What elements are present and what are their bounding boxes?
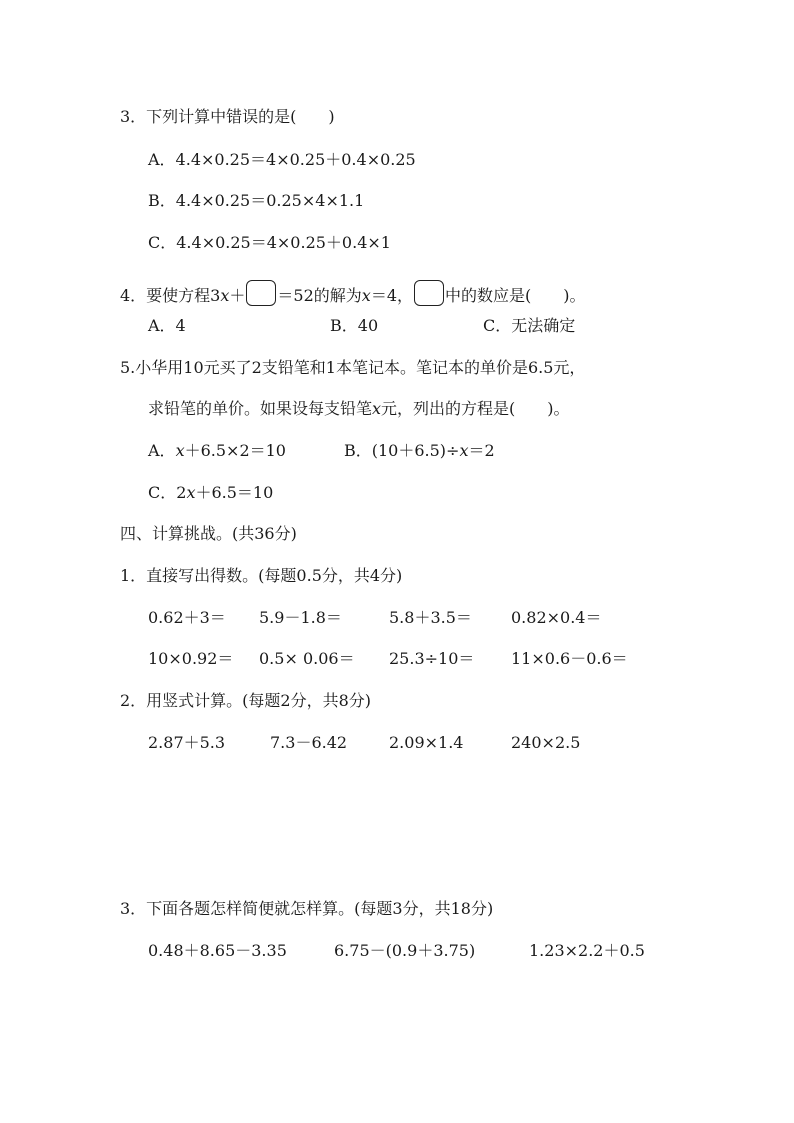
q4-option-a: A．4 — [148, 316, 186, 335]
q4-option-b: B．40 — [330, 316, 379, 335]
q5-option-a — [148, 441, 286, 461]
sub2-item: 2.87＋5.3 — [148, 733, 226, 752]
sub1-title: 1．直接写出得数。(每题0.5分，共4分) — [120, 566, 403, 585]
q3-option-b: B．4.4×0.25＝0.25×4×1.1 — [148, 191, 365, 210]
sub1-item: 5.8＋3.5＝ — [389, 608, 472, 627]
q5-line-1: 5.小华用10元买了2支铅笔和1本笔记本。笔记本的单价是6.5元， — [120, 358, 586, 377]
sub2-item: 2.09×1.4 — [389, 733, 464, 752]
q4-text-5: 中的数应是( )。 — [445, 286, 586, 305]
q5-line-2-var: x — [372, 399, 382, 418]
sub3-item: 0.48＋8.65－3.35 — [148, 941, 287, 960]
q5-option-c — [148, 483, 273, 503]
q4-var-1: x — [220, 286, 230, 305]
answer-box-1 — [246, 280, 276, 306]
sub1-item: 25.3÷10＝ — [389, 649, 475, 668]
q4-text-2: ＋ — [229, 286, 246, 305]
q5-option-c-var: x — [186, 483, 196, 502]
answer-box-2 — [414, 280, 444, 306]
sub1-item: 0.62＋3＝ — [148, 608, 226, 627]
sub3-item: 6.75－(0.9＋3.75) — [334, 941, 476, 960]
q5-option-c-label: C．2 — [148, 483, 187, 502]
q4-var-2: x — [361, 286, 371, 305]
q3-option-a: A．4.4×0.25＝4×0.25＋0.4×0.25 — [148, 150, 416, 169]
q5-option-a-rest: ＋6.5×2＝10 — [184, 441, 286, 460]
q5-option-b-rest: ＝2 — [468, 441, 495, 460]
q5-line-2-text-a: 求铅笔的单价。如果设每支铅笔 — [148, 399, 373, 418]
sub3-title: 3．下面各题怎样简便就怎样算。(每题3分，共18分) — [120, 899, 494, 918]
q4-text-1: 4．要使方程3 — [120, 286, 221, 305]
q5-option-b-var: x — [459, 441, 469, 460]
section-4-title: 四、计算挑战。(共36分) — [120, 524, 297, 543]
sub3-item: 1.23×2.2＋0.5 — [529, 941, 645, 960]
q5-option-a-var: x — [175, 441, 185, 460]
q5-option-b — [344, 441, 495, 461]
sub1-item: 0.5× 0.06＝ — [259, 649, 355, 668]
sub2-item: 7.3－6.42 — [270, 733, 348, 752]
sub1-item: 11×0.6－0.6＝ — [511, 649, 628, 668]
q5-line-2 — [148, 399, 570, 419]
q5-option-b-label: B．(10＋6.5)÷ — [344, 441, 460, 460]
q5-option-a-label: A． — [148, 441, 176, 460]
q4-stem — [120, 280, 586, 306]
q5-line-2-text-b: 元，列出的方程是( )。 — [381, 399, 570, 418]
q3-option-c: C．4.4×0.25＝4×0.25＋0.4×1 — [148, 233, 391, 252]
q5-option-c-rest: ＋6.5＝10 — [195, 483, 274, 502]
sub2-item: 240×2.5 — [511, 733, 581, 752]
sub1-item: 10×0.92＝ — [148, 649, 234, 668]
q4-option-c: C．无法确定 — [483, 316, 576, 335]
sub1-item: 0.82×0.4＝ — [511, 608, 602, 627]
sub1-item: 5.9－1.8＝ — [259, 608, 342, 627]
q3-stem: 3．下列计算中错误的是( ) — [120, 107, 335, 126]
sub2-title: 2．用竖式计算。(每题2分，共8分) — [120, 691, 372, 710]
q4-text-3: ＝52的解为 — [277, 286, 362, 305]
q4-text-4: ＝4， — [370, 286, 414, 305]
